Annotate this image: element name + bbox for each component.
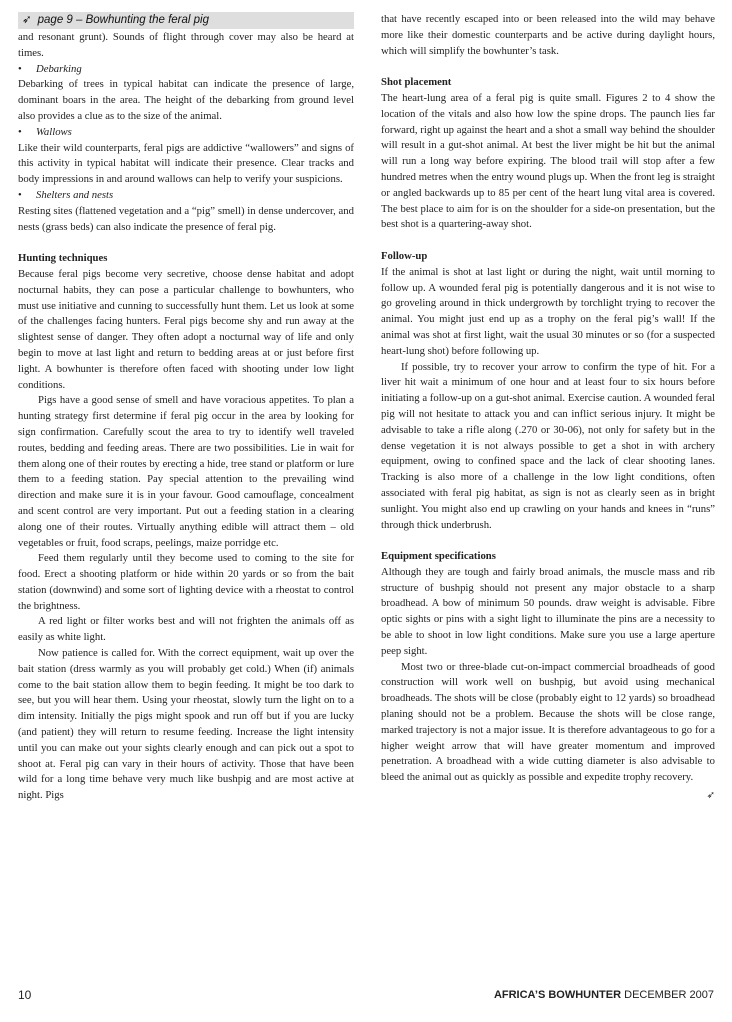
paragraph: Resting sites (flattened vegetation and a “pig” smell) in dense undercover, and nests (grass beds) can also indicate the presence of feral pig. bbox=[18, 204, 354, 233]
bullet-icon: • bbox=[18, 188, 22, 201]
paragraph: Although they are tough and fairly broad animals, the muscle mass and rib structure of bushpig should not present any major obstacle to a sharp broadhead. A bow of minimum 50 pounds. draw weight is advisable. Fibre optic sights or pins with a sight light to illuminate the pins are a necessity to be able to shoot in low light conditions. Make sure you use a large aperture peep sight. bbox=[381, 565, 715, 657]
paragraph: A red light or filter works best and will not frighten the animals off as easily as white light. bbox=[18, 615, 354, 644]
paragraph: If the animal is shot at last light or during the night, wait until morning to follow up. A wounded feral pig is potentially dangerous and it is not wise to go groveling around in thick undergrowth by torchlight trying to recover the animal. You might just end up as a trophy on the feral pig’s wall! If the animal was shot at first light, wait the usual 30 minutes or so (for a suspected heart-lung shot) before following up. bbox=[381, 265, 715, 357]
paragraph: Pigs have a good sense of smell and have voracious appetites. To plan a hunting strategy first determine if feral pig occur in the area by looking for sign confirmation. Carefully scout the area to try to identify well traveled routes, bedding and feeding areas. There are two possibilities. Lie in wait for them along one of their routes by erecting a hide, tree stand or platform or lure them to a feeding station. Pay special attention to the prevailing wind direction and make sure it is in your favour. Good camouflage, concealment and scent control are very important. Put out a feeding station in a clearing along one of their routes. Virtually anything edible will attract them – old vegetables or fruit, food scraps, peelings, maize porridge etc. bbox=[18, 394, 354, 549]
section-heading: Equipment specifications bbox=[381, 550, 496, 563]
left-column bbox=[18, 12, 354, 804]
running-header bbox=[18, 12, 354, 29]
section-heading: Hunting techniques bbox=[18, 252, 108, 265]
bullet-icon: • bbox=[18, 125, 22, 138]
right-column bbox=[381, 12, 715, 804]
bullet-item: • Shelters and nests bbox=[18, 188, 354, 204]
paragraph: Now patience is called for. With the correct equipment, wait up over the bait station (dress warmly as you will probably get cold.) When (if) animals come to the bait station allow them to begin feeding. It might be too dark to see, but you will hear them. Using your rheostat, slowly turn the light on to a dim intensity. Initially the pigs might spook and run off but if you are lucky (and patient) they will return to resume feeding. Increase the light intensity until you can make out your sights clearly enough and can pick out a spot to shoot at. Feral pig can vary in their hours of activity. Those that have been wild for a long time behave very much like bushpig and are most active at night. Pigs bbox=[18, 647, 354, 802]
paragraph: Debarking of trees in typical habitat can indicate the presence of large, dominant boars in the area. The height of the debarking from ground level also provides a clue as to the size of the animal. bbox=[18, 78, 354, 122]
section-heading: Follow-up bbox=[381, 249, 428, 262]
bullet-item: • Wallows bbox=[18, 125, 354, 141]
paragraph: Like their wild counterparts, feral pigs are addictive “wallowers” and signs of this activity in typical habitat will indicate their presence. Clear tracks and body impressions in and around wallows can help to verify your suspicions. bbox=[18, 141, 354, 186]
section-heading: Shot placement bbox=[381, 76, 452, 89]
paragraph: that have recently escaped into or been released into the wild may behave more like their domestic counterparts and be active during daylight hours, which will simplify the bowhunter’s task. bbox=[381, 13, 715, 57]
paragraph: The heart-lung area of a feral pig is quite small. Figures 2 to 4 show the location of the vitals and also how low the spine drops. The paunch lies far forward, right up against the heart and a shot a small way behind the shoulder will result in a gut-shot animal. At best the liver might be hit but the animal will run a long way before expiring. The blood trail will stop after a few hundred metres when the entry wound plugs up. When the front leg is straight or angled backwards up to 85 per cent of the heart lung vital area is covered. The best place to aim for is on the shoulder for a side-on presentation, but the best shot is a quartering-away shot. bbox=[381, 91, 715, 231]
bowhunter-arrow-icon: ➶ bbox=[22, 14, 32, 26]
paragraph: and resonant grunt). Sounds of flight through cover may also be heard at times. bbox=[18, 31, 354, 59]
paragraph: Feed them regularly until they become used to coming to the site for food. Erect a shooting platform or hide within 20 yards or so from the bait station (downwind) and some sort of lighting device with a rheostat to control the brightness. bbox=[18, 552, 354, 612]
end-of-article-icon: ➶ bbox=[706, 790, 715, 802]
bullet-icon: • bbox=[18, 62, 22, 75]
issue-date: DECEMBER 2007 bbox=[624, 989, 714, 1001]
header-title: page 9 – Bowhunting the feral pig bbox=[37, 14, 209, 26]
paragraph: Because feral pigs become very secretive, choose dense habitat and adopt nocturnal habits, they can pose a particular challenge to bowhunters, who must use initiative and cunning to successfully hunt them. Let us look at some of the challenges facing hunters. Feral pigs become shy and run away at the slightest sense of danger. They often adopt a nocturnal way of life and only begin to move at last light and return to bedding areas at or just before first light. A bowhunter is therefore often faced with shooting under low light conditions. bbox=[18, 267, 354, 391]
magazine-footer bbox=[494, 989, 714, 1001]
bullet-item: • Debarking bbox=[18, 62, 354, 78]
page-number: 10 bbox=[18, 988, 32, 1002]
magazine-name: AFRICA’S BOWHUNTER bbox=[493, 989, 622, 1001]
paragraph: If possible, try to recover your arrow to confirm the type of hit. For a liver hit wait a minimum of one hour and at least four to six hours before initiating a follow-up on a gut-shot animal. Exercise caution. A wounded feral pig will not hesitate to attack you and can inflict serious injury. It might be advisable to take a rifle along (.270 or 30-06), not only for safety but in the dense vegetation it is not always possible to get a shot in with archery equipment, owing to confined space and the lack of clear shooting lanes. Tracking is also more of a challenge in the low light conditions, often associated with feral pig habitat, as sign is not as clearly seen as in bright sunlight. You might also end up crawling on your hands and knees in “runs” through thick underbrush. bbox=[381, 360, 715, 531]
paragraph: Most two or three-blade cut-on-impact commercial broadheads of good construction will work well on bushpig, but avoid using mechanical broadheads. The shots will be close (probably eight to 12 yards) so broadhead planing should not be a problem. Because the shots will be close range, marked trajectory is not a major issue. It is therefore advantageous to go for a higher weight arrow that will have greater momentum and improved penetration. A broadhead with a wide cutting diameter is also advisable to bleed the animal out as quickly as possible and expedite trophy recovery. ➶ bbox=[381, 660, 715, 786]
